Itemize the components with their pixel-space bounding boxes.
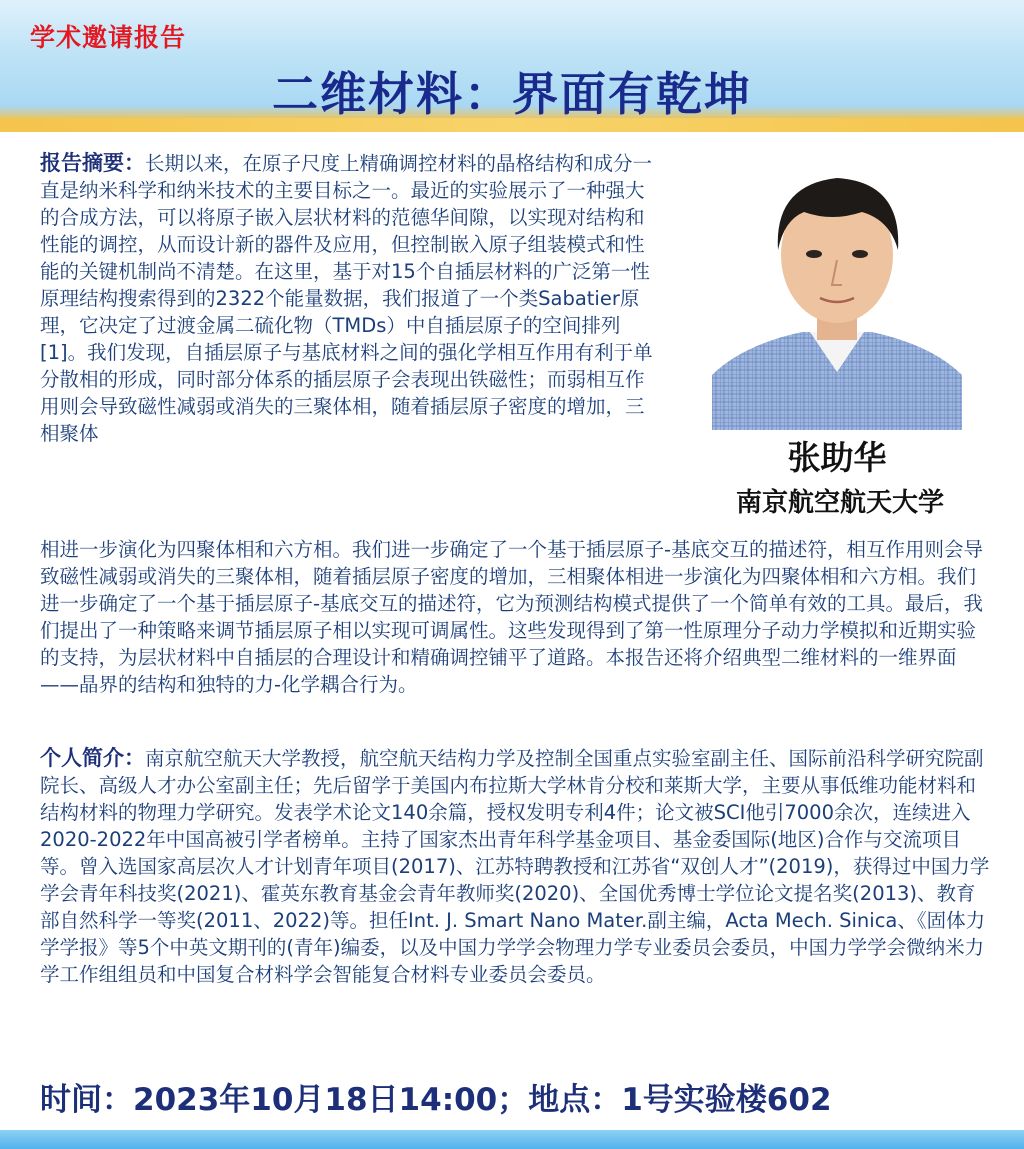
footer-band [0, 1130, 1024, 1149]
speaker-photo [712, 150, 962, 430]
speaker-name: 张助华 [787, 438, 887, 477]
speaker-portrait-image [712, 150, 962, 430]
event-tag: 学术邀请报告 [30, 23, 187, 52]
time-location: 时间：2023年10月18日14:00；地点：1号实验楼602 [40, 1082, 832, 1118]
speaker-affiliation: 南京航空航天大学 [735, 488, 944, 518]
abstract-label: 报告摘要： [40, 151, 145, 175]
bio-label: 个人简介： [40, 746, 145, 770]
abstract-top [40, 150, 655, 447]
abstract-bottom: 相进一步演化为四聚体相和六方相。我们进一步确定了一个基于插层原子-基底交互的描述符，相互作用则会导致磁性减弱或消失的三聚体相，随着插层原子密度的增加，三相聚体相进一步演化为四聚体相和六方相。我们进一步确定了一个基于插层原子-基底交互的描述符，它为预测结构模式提供了一个简单有效的工具。最后，我们提出了一种策略来调节插层原子相以实现可调属性。这些发现得到了第一性原理分子动力学模拟和近期实验的支持，为层状材料中自插层的合理设计和精确调控铺平了道路。本报告还将介绍典型二维材料的一维界面——晶界的结构和独特的力-化学耦合行为。 [40, 538, 984, 696]
page-title: 二维材料：界面有乾坤 [272, 67, 752, 121]
bio-section [40, 745, 990, 988]
abstract-text-top: 长期以来，在原子尺度上精确调控材料的晶格结构和成分一直是纳米科学和纳米技术的主要目标之一。最近的实验展示了一种强大的合成方法，可以将原子嵌入层状材料的范德华间隙，以实现对结构和性能的调控，从而设计新的器件及应用，但控制嵌入原子组装模式和性能的关键机制尚不清楚。在这里，基于对15个自插层材料的广泛第一性原理结构搜索得到的2322个能量数据，我们报道了一个类Sabatier原理，它决定了过渡金属二硫化物（TMDs）中自插层原子的空间排列[1]。我们发现，自插层原子与基底材料之间的强化学相互作用有利于单分散相的形成，同时部分体系的插层原子会表现出铁磁性；而弱相互作用则会导致磁性减弱或消失的三聚体相，随着插层原子密度的增加，三相聚体 [40, 152, 653, 445]
bio-text: 南京航空航天大学教授，航空航天结构力学及控制全国重点实验室副主任、国际前沿科学研究院副院长、高级人才办公室副主任；先后留学于美国内布拉斯大学林肯分校和莱斯大学，主要从事低维功能材料和结构材料的物理力学研究。发表学术论文140余篇，授权发明专利4件；论文被SCI他引7000余次，连续进入2020-2022年中国高被引学者榜单。主持了国家杰出青年科学基金项目、基金委国际(地区)合作与交流项目等。曾入选国家高层次人才计划青年项目(2017)、江苏特聘教授和江苏省“双创人才”(2019)，获得过中国力学学会青年科技奖(2021)、霍英东教育基金会青年教师奖(2020)、全国优秀博士学位论文提名奖(2013)、教育部自然科学一等奖(2011、2022)等。担任Int. J. Smart Nano Mater.副主编，Acta Mech. Sinica、《固体力学学报》等5个中英文期刊的(青年)编委，以及中国力学学会物理力学专业委员会委员，中国力学学会微纳米力学工作组组员和中国复合材料学会智能复合材料专业委员会委员。 [40, 747, 990, 986]
